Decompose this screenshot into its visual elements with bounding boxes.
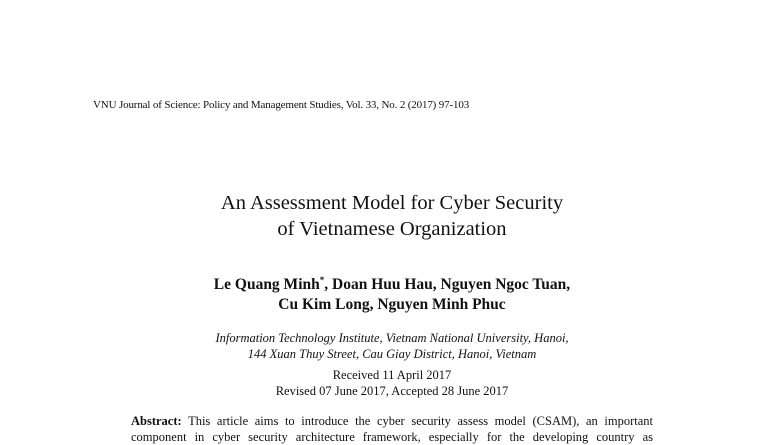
author-list (0, 275, 784, 315)
co-authors: , Doan Huu Hau, Nguyen Ngoc Tuan, (324, 276, 571, 293)
abstract-text-1: This article aims to introduce the cyber security assess model (CSAM), an important (188, 414, 653, 428)
author-line-2: Cu Kim Long, Nguyen Minh Phuc (278, 296, 506, 313)
paper-title-line-1: An Assessment Model for Cyber Security (220, 192, 564, 214)
affiliation (0, 330, 784, 362)
received-date: Received 11 April 2017 (332, 368, 452, 382)
abstract-label: Abstract: (131, 414, 182, 428)
journal-citation: VNU Journal of Science: Policy and Management Studies, Vol. 33, No. 2 (2017) 97-103 (93, 99, 470, 111)
paper-title-line-2: of Vietnamese Organization (277, 218, 507, 240)
abstract-line-1 (131, 413, 653, 429)
corresponding-author-marker: * (319, 275, 325, 285)
author-line-1 (0, 275, 784, 295)
article-dates (0, 367, 784, 399)
abstract (131, 413, 653, 445)
affiliation-line-1: Information Technology Institute, Vietnam National University, Hanoi, (215, 331, 569, 345)
abstract-line-2: component in cyber security architecture framework, especially for the developing country as (131, 430, 653, 444)
affiliation-line-2: 144 Xuan Thuy Street, Cau Giay District, Hanoi, Vietnam (247, 347, 537, 361)
paper-title (0, 190, 784, 242)
first-author: Le Quang Minh (213, 276, 320, 293)
revised-accepted-dates: Revised 07 June 2017, Accepted 28 June 2017 (275, 384, 509, 398)
